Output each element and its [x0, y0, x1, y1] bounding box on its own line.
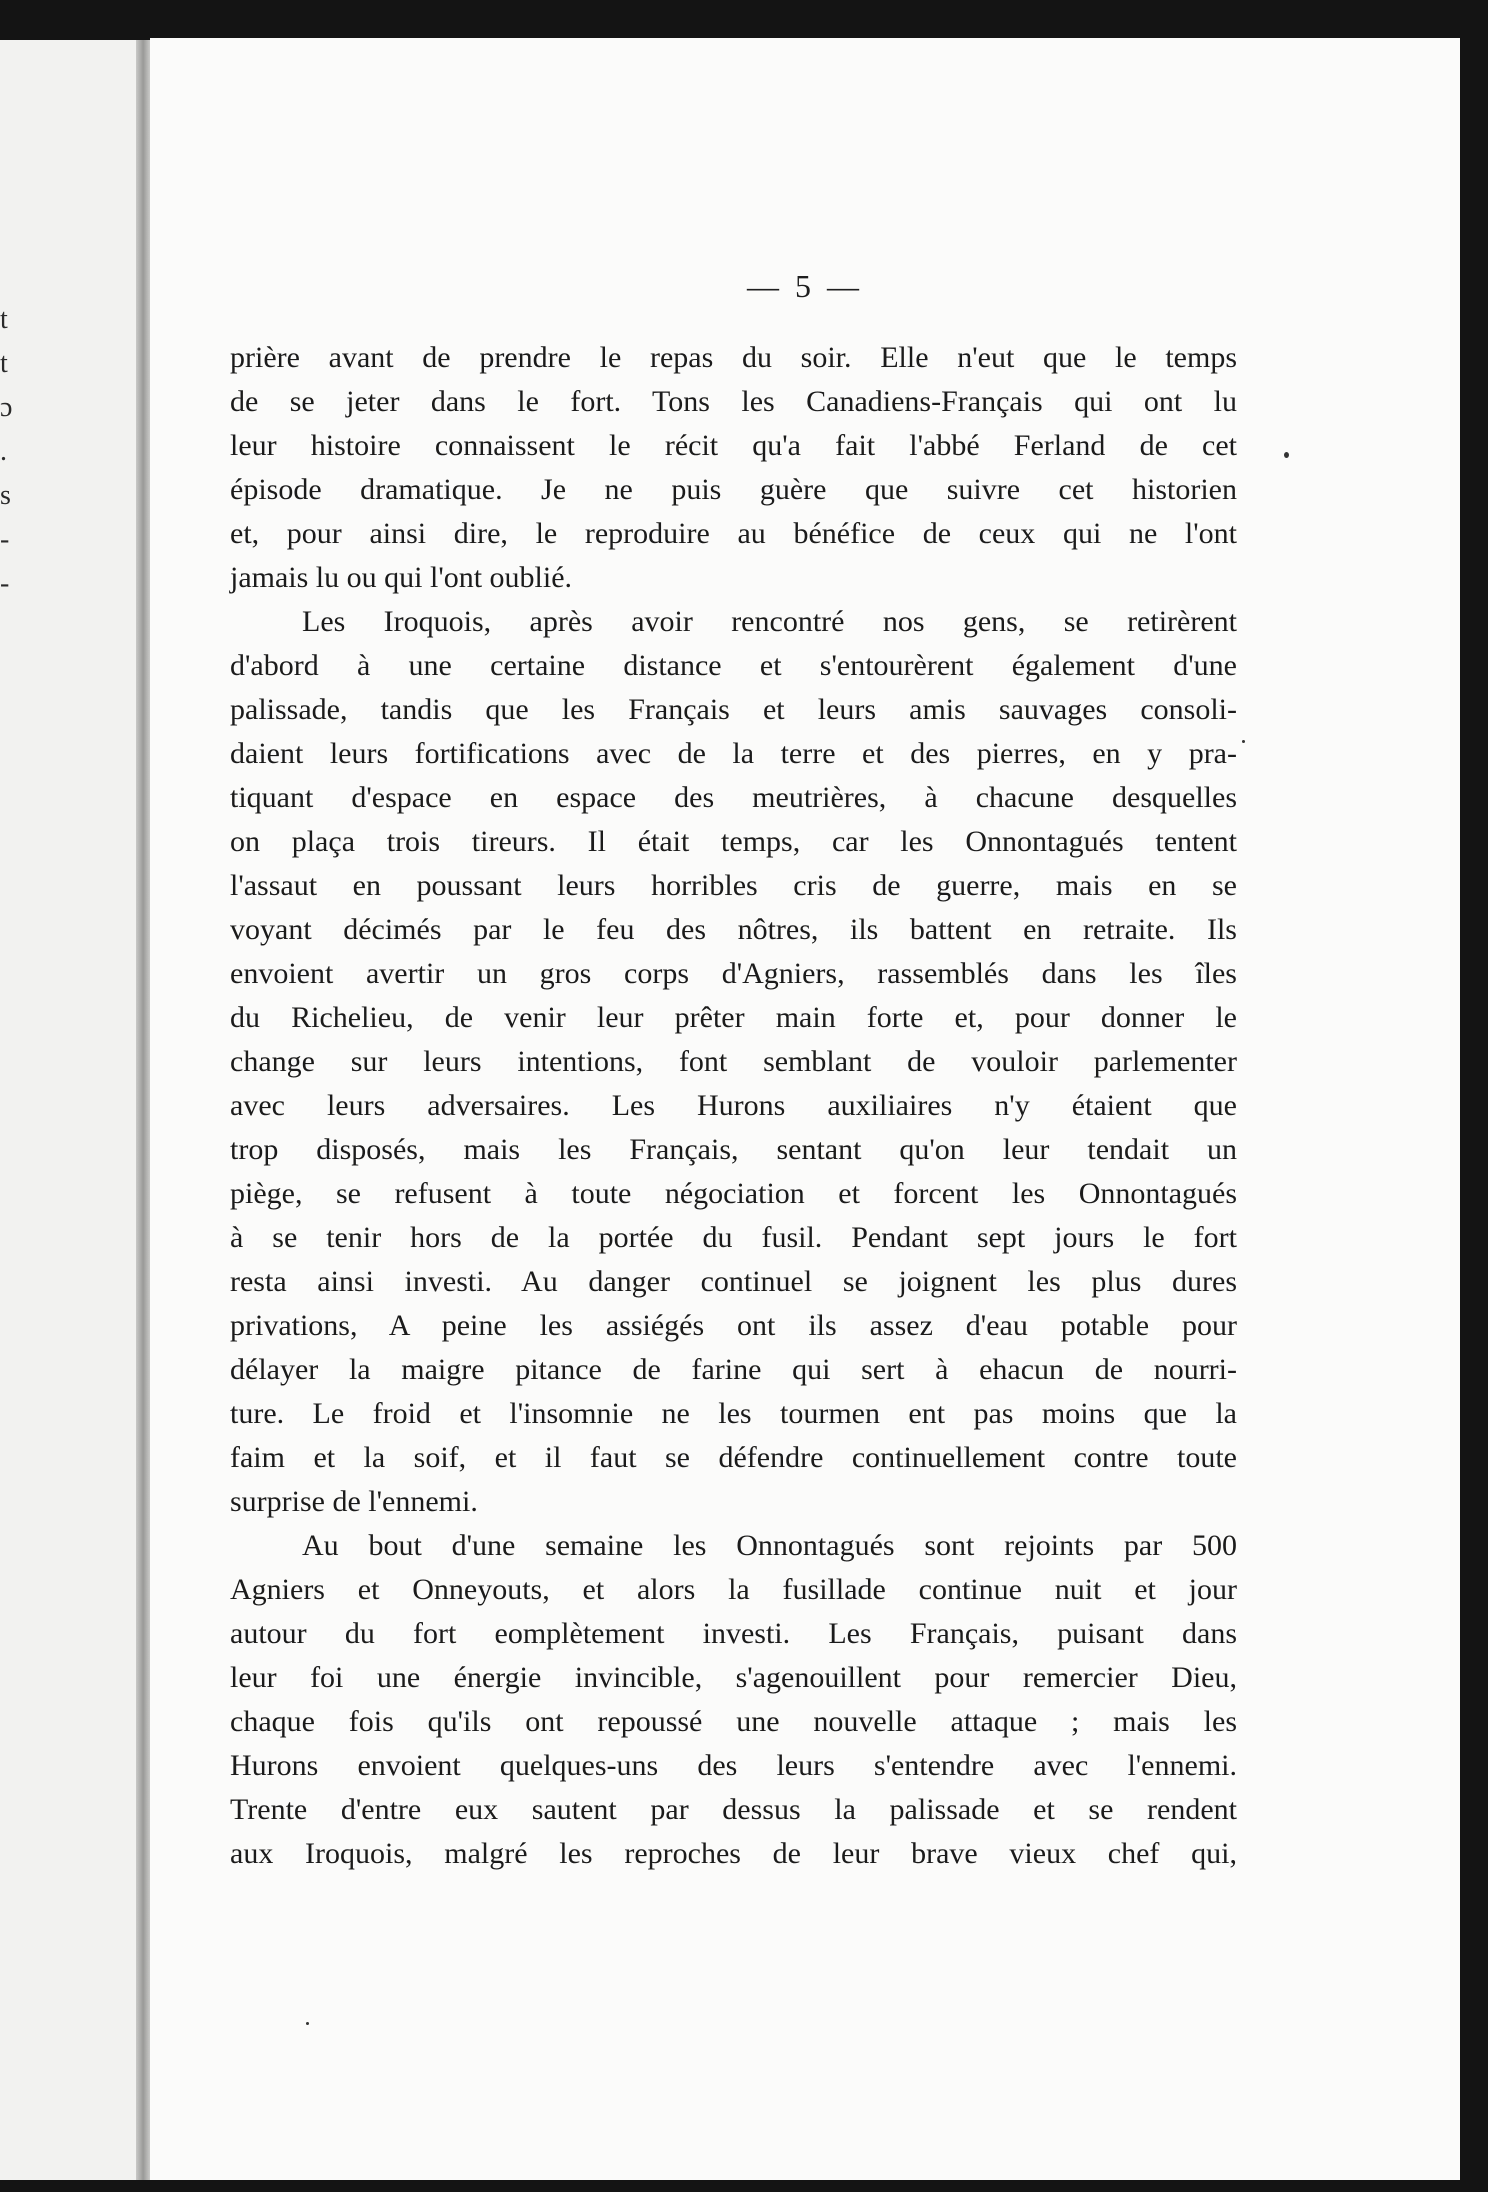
- text-line: leur histoire connaissent le récit qu'a fait l'abbé Ferland de cet: [230, 429, 1237, 462]
- text-line: palissade, tandis que les Français et leurs amis sauvages consoli-: [230, 693, 1237, 726]
- facing-page: [0, 40, 138, 2180]
- text-line: voyant décimés par le feu des nôtres, ils battent en retraite. Ils: [230, 913, 1237, 946]
- body-text: [230, 336, 1237, 1876]
- facing-page-char: s: [0, 480, 11, 511]
- text-line: délayer la maigre pitance de farine qui sert à ehacun de nourri-: [230, 1353, 1237, 1386]
- text-line: leur foi une énergie invincible, s'agenouillent pour remercier Dieu,: [230, 1661, 1237, 1694]
- text-line: jamais lu ou qui l'ont oublié.: [230, 561, 573, 594]
- text-line: l'assaut en poussant leurs horribles cris de guerre, mais en se: [230, 869, 1237, 902]
- text-line: piège, se refusent à toute négociation et forcent les Onnontagués: [230, 1177, 1237, 1210]
- text-line: avec leurs adversaires. Les Hurons auxiliaires n'y étaient que: [230, 1089, 1237, 1122]
- facing-page-char: .: [0, 436, 7, 467]
- text-line: épisode dramatique. Je ne puis guère que suivre cet historien: [230, 473, 1237, 506]
- text-line: Trente d'entre eux sautent par dessus la palissade et se rendent: [230, 1793, 1237, 1826]
- text-line: Les Iroquois, après avoir rencontré nos gens, se retirèrent: [302, 605, 1237, 638]
- text-line: daient leurs fortifications avec de la terre et des pierres, en y pra-: [230, 737, 1237, 770]
- book-page: [150, 38, 1460, 2180]
- text-line: on plaça trois tireurs. Il était temps, car les Onnontagués tentent: [230, 825, 1237, 858]
- text-line: chaque fois qu'ils ont repoussé une nouvelle attaque ; mais les: [230, 1705, 1237, 1738]
- facing-page-char: t: [0, 304, 8, 335]
- text-line: ture. Le froid et l'insomnie ne les tourmen ent pas moins que la: [230, 1397, 1237, 1430]
- text-line: Au bout d'une semaine les Onnontagués sont rejoints par 500: [302, 1529, 1237, 1562]
- text-line: d'abord à une certaine distance et s'entourèrent également d'une: [230, 649, 1237, 682]
- text-line: de se jeter dans le fort. Tons les Canadiens-Français qui ont lu: [230, 385, 1237, 418]
- text-line: autour du fort eomplètement investi. Les Français, puisant dans: [230, 1617, 1237, 1650]
- text-line: du Richelieu, de venir leur prêter main forte et, pour donner le: [230, 1001, 1237, 1034]
- ink-speck: [1242, 740, 1245, 743]
- facing-page-char: -: [0, 568, 10, 599]
- text-line: et, pour ainsi dire, le reproduire au bénéfice de ceux qui ne l'ont: [230, 517, 1237, 550]
- text-line: Hurons envoient quelques-uns des leurs s'entendre avec l'ennemi.: [230, 1749, 1237, 1782]
- text-line: surprise de l'ennemi.: [230, 1485, 478, 1518]
- facing-page-char: t: [0, 348, 8, 379]
- text-line: aux Iroquois, malgré les reproches de leur brave vieux chef qui,: [230, 1837, 1237, 1870]
- ink-speck: [306, 2022, 309, 2025]
- text-line: à se tenir hors de la portée du fusil. Pendant sept jours le fort: [230, 1221, 1237, 1254]
- text-line: faim et la soif, et il faut se défendre continuellement contre toute: [230, 1441, 1237, 1474]
- text-line: tiquant d'espace en espace des meutrières, à chacune desquelles: [230, 781, 1237, 814]
- text-line: trop disposés, mais les Français, sentant qu'on leur tendait un: [230, 1133, 1237, 1166]
- text-line: change sur leurs intentions, font semblant de vouloir parlementer: [230, 1045, 1237, 1078]
- text-line: Agniers et Onneyouts, et alors la fusillade continue nuit et jour: [230, 1573, 1237, 1606]
- facing-page-char: ɔ: [0, 392, 13, 423]
- text-line: envoient avertir un gros corps d'Agniers, rassemblés dans les îles: [230, 957, 1237, 990]
- facing-page-margin-text: [0, 298, 20, 606]
- text-line: prière avant de prendre le repas du soir. Elle n'eut que le temps: [230, 341, 1237, 374]
- facing-page-char: -: [0, 524, 10, 555]
- text-line: resta ainsi investi. Au danger continuel se joignent les plus dures: [230, 1265, 1237, 1298]
- page-number: — 5 —: [747, 268, 863, 304]
- text-line: privations, A peine les assiégés ont ils assez d'eau potable pour: [230, 1309, 1237, 1342]
- ink-speck: [1284, 452, 1289, 458]
